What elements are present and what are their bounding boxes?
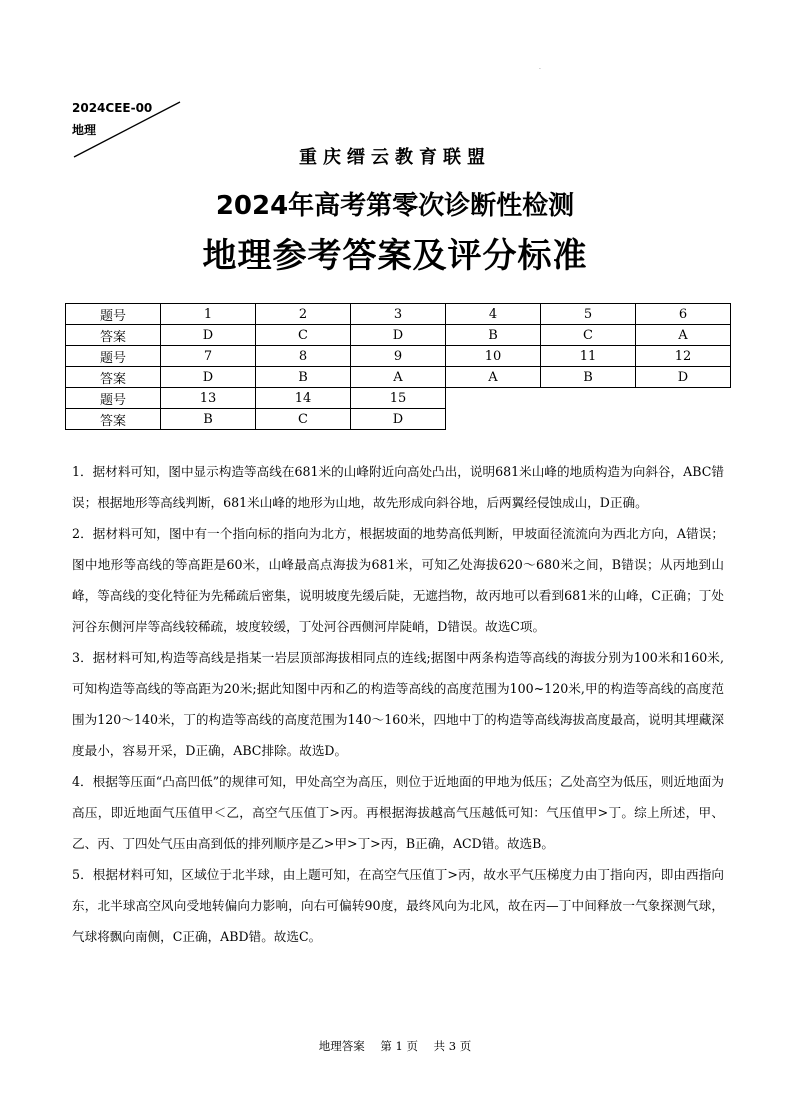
stray-mark: · (539, 66, 541, 73)
table-row (66, 346, 731, 367)
page-title: 地理参考答案及评分标准 (202, 236, 588, 276)
table-cell: 10 (446, 346, 541, 367)
table-cell: 2 (256, 304, 351, 325)
empty-cell (541, 409, 636, 430)
footer-label: 地理答案 (318, 1039, 365, 1053)
table-cell: B (541, 367, 636, 388)
table-cell: D (636, 367, 731, 388)
empty-cell (446, 388, 541, 409)
table-cell: 3 (351, 304, 446, 325)
exam-code: 2024CEE-00 (72, 101, 153, 115)
explanation-paragraph: 1．据材料可知，图中显示构造等高线在681米的山峰附近向高处凸出，说明681米山峰的地质构造为向斜谷，ABC错误；根据地形等高线判断，681米山峰的地形为山地，故先形成向斜谷地，后两翼经侵蚀成山，D正确。 (72, 464, 724, 510)
subject-label: 地理 (72, 123, 97, 137)
exam-title: 2024年高考第零次诊断性检测 (215, 191, 575, 221)
table-cell: D (161, 367, 256, 388)
table-cell: A (446, 367, 541, 388)
explanation-paragraph: 5．根据材料可知，区域位于北半球，由上题可知，在高空气压值丁>丙，故水平气压梯度力由丁指向丙，即由西指向东，北半球高空风向受地转偏向力影响，向右可偏转90度，最终风向为北风，故在丙—丁中间释放一气象探测气球，气球将飘向南侧，C正确，ABD错。故选C。 (72, 867, 724, 944)
empty-cell (636, 388, 731, 409)
empty-cell (541, 388, 636, 409)
table-cell: 13 (161, 388, 256, 409)
table-cell: 8 (256, 346, 351, 367)
table-cell: C (256, 409, 351, 430)
table-cell: 6 (636, 304, 731, 325)
table-cell: B (256, 367, 351, 388)
table-cell: 7 (161, 346, 256, 367)
table-cell: 4 (446, 304, 541, 325)
row-label-cell: 答案 (66, 325, 161, 346)
table-cell: 5 (541, 304, 636, 325)
union-name: 重庆缙云教育联盟 (299, 147, 491, 168)
empty-cell (446, 409, 541, 430)
table-cell: 14 (256, 388, 351, 409)
table-cell: D (351, 325, 446, 346)
explanation-section (72, 456, 724, 952)
table-row (66, 388, 731, 409)
table-cell: 15 (351, 388, 446, 409)
table-cell: B (161, 409, 256, 430)
explanation-paragraph: 2．据材料可知，图中有一个指向标的指向为北方，根据坡面的地势高低判断，甲坡面径流流向为西北方向，A错误；图中地形等高线的等高距是60米，山峰最高点海拔为681米，可知乙处海拔620～680米之间，B错误；从丙地到山峰，等高线的变化特征为先稀疏后密集，说明坡度先缓后陡，无遮挡物，故丙地可以看到681米的山峰，C正确；丁处河谷东侧河岸等高线较稀疏，坡度较缓，丁处河谷西侧河岸陡峭，D错误。故选C项。 (72, 526, 724, 634)
table-cell: 11 (541, 346, 636, 367)
table-cell: A (351, 367, 446, 388)
empty-cell (636, 409, 731, 430)
table-cell: A (636, 325, 731, 346)
table-cell: D (351, 409, 446, 430)
explanation-paragraph: 3．据材料可知,构造等高线是指某一岩层顶部海拔相同点的连线;据图中两条构造等高线的海拔分别为100米和160米,可知构造等高线的等高距为20米;据此知图中丙和乙的构造等高线的高度范围为100~120米,甲的构造等高线的高度范围为120～140米，丁的构造等高线的高度范围为140～160米，四地中丁的构造等高线海拔高度最高，说明其埋藏深度最小，容易开采，D正确，ABC排除。故选D。 (72, 650, 724, 758)
answer-table (65, 303, 731, 430)
footer-total-pages: 共 3 页 (433, 1039, 472, 1053)
table-row (66, 325, 731, 346)
table-cell: C (256, 325, 351, 346)
row-label-cell: 题号 (66, 346, 161, 367)
table-row (66, 409, 731, 430)
table-cell: D (161, 325, 256, 346)
table-row (66, 367, 731, 388)
table-cell: C (541, 325, 636, 346)
row-label-cell: 答案 (66, 367, 161, 388)
row-label-cell: 题号 (66, 304, 161, 325)
page-footer (0, 1038, 790, 1054)
row-label-cell: 答案 (66, 409, 161, 430)
explanation-paragraph: 4．根据等压面“凸高凹低”的规律可知，甲处高空为高压，则位于近地面的甲地为低压；乙处高空为低压，则近地面为高压，即近地面气压值甲＜乙，高空气压值丁>丙。再根据海拔越高气压越低可知：气压值甲>丁。综上所述，甲、乙、丙、丁四处气压由高到低的排列顺序是乙>甲>丁>丙，B正确，ACD错。故选B。 (72, 774, 724, 851)
row-label-cell: 题号 (66, 388, 161, 409)
footer-page-number: 第 1 页 (380, 1039, 418, 1053)
table-cell: 1 (161, 304, 256, 325)
table-cell: 9 (351, 346, 446, 367)
table-cell: 12 (636, 346, 731, 367)
table-row (66, 304, 731, 325)
table-cell: B (446, 325, 541, 346)
